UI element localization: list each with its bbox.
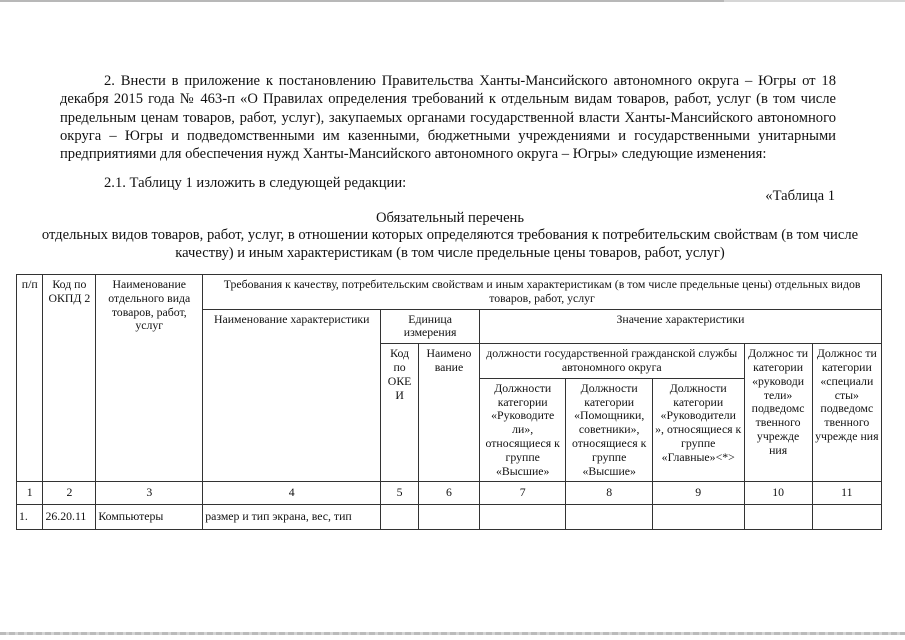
col-number: 3 [96, 482, 203, 505]
header-okei-code: Код по ОКЕ И [381, 344, 419, 482]
col-number: 2 [43, 482, 96, 505]
header-managers-higher: Должности категории «Руководите ли», относящиеся к группе «Высшие» [479, 378, 565, 482]
col-number: 6 [418, 482, 479, 505]
row-cell-empty [381, 505, 419, 530]
row-item-name: Компьютеры [96, 505, 203, 530]
col-number: 1 [17, 482, 43, 505]
header-requirements: Требования к качеству, потребительским свойствам и иным характеристикам (в том числе предельные цены) отдельных видов товаров, работ, услуг [203, 275, 882, 310]
row-characteristic: размер и тип экрана, вес, тип [203, 505, 381, 530]
header-institution-managers: Должнос ти категории «руководи тели» подведомс твенного учрежде ния [744, 344, 812, 482]
row-num: 1. [17, 505, 43, 530]
row-cell-empty [566, 505, 652, 530]
header-institution-specialists: Должнос ти категории «специали сты» подведомс твенного учрежде ния [812, 344, 881, 482]
col-number: 8 [566, 482, 652, 505]
row-okpd: 26.20.11 [43, 505, 96, 530]
header-assistants-higher: Должности категории «Помощники, советники», относящиеся к группе «Высшие» [566, 378, 652, 482]
requirements-table [16, 274, 882, 530]
header-value: Значение характеристики [479, 309, 881, 344]
header-civil-service: должности государственной гражданской службы автономного округа [479, 344, 744, 379]
row-cell-empty [744, 505, 812, 530]
row-cell-empty [479, 505, 565, 530]
document-subtitle: отдельных видов товаров, работ, услуг, в отношении которых определяются требования к потребительским свойствам (в том числе качеству) и иным характеристикам (в том числе предельные цены товаров, работ, услуг) [41, 227, 859, 261]
header-item-name: Наименование отдельного вида товаров, работ, услуг [96, 275, 203, 482]
paragraph-amendment: 2. Внести в приложение к постановлению Правительства Ханты-Мансийского автономного округа – Югры от 18 декабря 2015 года № 463-п «О Правилах определения требований к отдельным видам товаров, работ, услуг (в том числе предельным ценам товаров, работ, услуг), закупаемых органами государственной власти Ханты-Мансийского автономного округа – Югры и подведомственными им казенными, бюджетными учреждениями и государственными унитарными предприятиями для обеспечения нужд Ханты-Мансийского автономного округа – Югры» следующие изменения: [60, 73, 836, 163]
header-managers-main: Должности категории «Руководители », относящиеся к группе «Главные»<*> [652, 378, 744, 482]
scan-edge-top [0, 0, 905, 2]
table-tag: «Таблица 1 [765, 188, 835, 204]
table-row [17, 505, 882, 530]
col-number: 4 [203, 482, 381, 505]
scan-edge-bottom [0, 632, 905, 635]
header-okpd: Код по ОКПД 2 [43, 275, 96, 482]
row-cell-empty [812, 505, 881, 530]
col-number: 9 [652, 482, 744, 505]
paragraph-table-instruction: 2.1. Таблицу 1 изложить в следующей редакции: [104, 175, 407, 191]
header-characteristic-name: Наименование характеристики [203, 309, 381, 482]
row-cell-empty [418, 505, 479, 530]
col-number: 5 [381, 482, 419, 505]
row-cell-empty [652, 505, 744, 530]
document-title: Обязательный перечень [375, 210, 525, 226]
header-unit: Единица измерения [381, 309, 480, 344]
header-unit-name: Наимено вание [418, 344, 479, 482]
col-number: 11 [812, 482, 881, 505]
col-number: 10 [744, 482, 812, 505]
col-number: 7 [479, 482, 565, 505]
header-num: п/п [17, 275, 43, 482]
